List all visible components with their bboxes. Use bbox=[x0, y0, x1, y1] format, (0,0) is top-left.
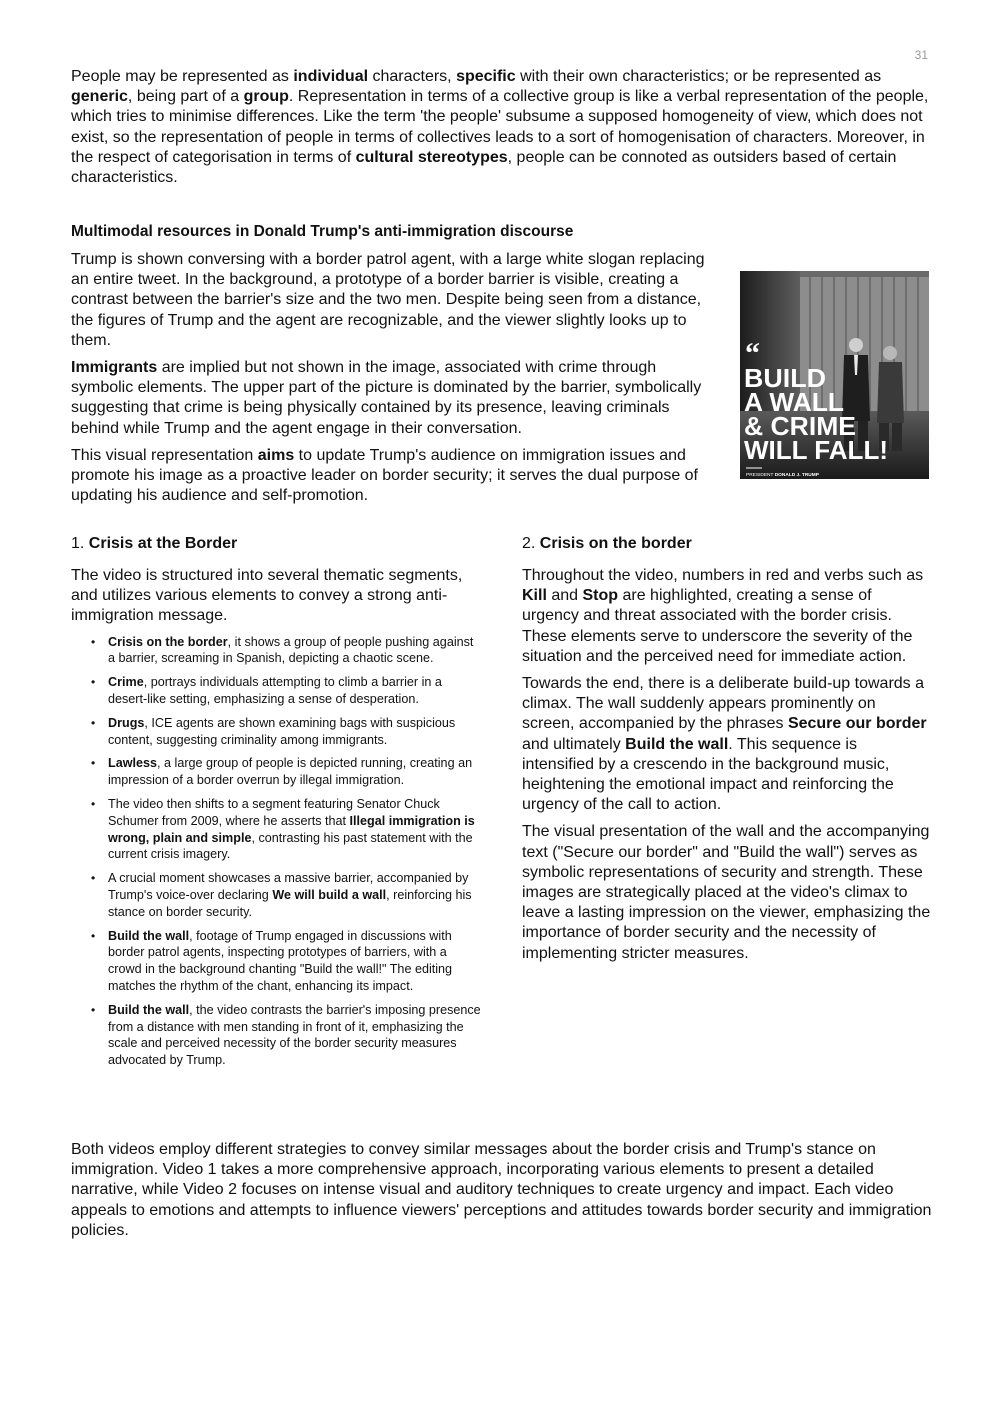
video-2-paragraph-1: Throughout the video, numbers in red and verbs such as Kill and Stop are highlighted, creating a sense of urgency and threat associated with the border crisis. These elements serve to underscore the severity of the situation and the perceived need for immediate action. bbox=[522, 567, 924, 665]
poster-slogan-line-1: BUILD bbox=[744, 363, 826, 393]
build-a-wall-poster-image bbox=[740, 271, 929, 479]
page-number: 31 bbox=[914, 48, 928, 62]
section-body bbox=[71, 250, 721, 513]
section-paragraph-3: This visual representation aims to update Trump's audience on immigration issues and promote his image as a proactive leader on border security; it serves the dual purpose of updating his audience and self-promotion. bbox=[71, 446, 698, 505]
section-paragraph-2: Immigrants are implied but not shown in the image, associated with crime through symbolic elements. The upper part of the picture is dominated by the barrier, symbolically suggesting that crime is being physically contained by its presence, leaving criminals behind while Trump and the agent engage in their conversation. bbox=[71, 359, 702, 437]
video-1-intro: The video is structured into several thematic segments, and utilizes various elements to convey a strong anti-immigration message. bbox=[71, 567, 463, 625]
conclusion-paragraph: Both videos employ different strategies to convey similar messages about the border crisis and Trump's stance on immigration. Video 1 takes a more comprehensive approach, incorporating various elements to present a detailed narrative, while Video 2 focuses on intense visual and auditory techniques to create urgency and impact. Each video appeals to emotions and attempts to influence viewers' perceptions and attitudes towards border security and immigration policies. bbox=[71, 1141, 932, 1239]
section-heading: Multimodal resources in Donald Trump's anti-immigration discourse bbox=[71, 223, 574, 240]
list-item: • The video then shifts to a segment featuring Senator Chuck Schumer from 2009, where he asserts that Illegal immigration is wrong, plain and simple, contrasting his past statement with the current crisis imagery. bbox=[108, 796, 481, 863]
video-1-column bbox=[71, 534, 481, 1076]
video-2-paragraph-3: The visual presentation of the wall and the accompanying text ("Secure our border" and "Build the wall") serves as symbolic representations of security and strength. These images are strategically placed at the video's climax to leave a lasting impression on the viewer, emphasizing the importance of border security and the necessity of implementing stricter measures. bbox=[522, 823, 931, 962]
video-2-heading: 2. Crisis on the border bbox=[522, 535, 692, 552]
poster-signature: PRESIDENT DONALD J. TRUMP bbox=[746, 473, 819, 478]
intro-paragraph: People may be represented as individual characters, specific with their own characteristics; or be represented as generic, being part of a group. Representation in terms of a collective group is like a verbal representation of the people, which tries to minimise differences. Like the term 'the people' subsume a supposed homogeneity of view, which does not exist, so the representation of people in terms of collectives leads to a sort of homogenisation of characters. Moreover, in the respect of categorisation in terms of cultural stereotypes, people can be connoted as outsiders based of certain characteristics. bbox=[71, 68, 929, 187]
poster-slogan-line-2: A WALL bbox=[744, 387, 845, 417]
section-paragraph-1: Trump is shown conversing with a border patrol agent, with a large white slogan replacing an entire tweet. In the background, a prototype of a border barrier is visible, creating a contrast between the barrier's size and the two men. Despite being seen from a distance, the figures of Trump and the agent are recognizable, and the viewer slightly looks up to them. bbox=[71, 251, 705, 349]
poster-illustration bbox=[740, 271, 929, 479]
video-1-heading: 1. Crisis at the Border bbox=[71, 535, 238, 552]
poster-quote-mark: “ bbox=[745, 337, 760, 370]
list-item: • Crime, portrays individuals attempting to climb a barrier in a desert-like setting, emphasizing a sense of desperation. bbox=[108, 674, 481, 708]
list-item: • Crisis on the border, it shows a group of people pushing against a barrier, screaming in Spanish, depicting a chaotic scene. bbox=[108, 634, 481, 668]
list-item: • Build the wall, the video contrasts the barrier's imposing presence from a distance with men standing in front of it, emphasizing the scale and perceived necessity of the border security measures advocated by Trump. bbox=[108, 1002, 481, 1069]
video-1-segment-list bbox=[71, 634, 481, 1069]
list-item: • Lawless, a large group of people is depicted running, creating an impression of a border overrun by illegal immigration. bbox=[108, 755, 481, 789]
list-item: • Drugs, ICE agents are shown examining bags with suspicious content, suggesting criminality among immigrants. bbox=[108, 715, 481, 749]
poster-slogan-line-4: WILL FALL! bbox=[744, 435, 888, 465]
list-item: • A crucial moment showcases a massive barrier, accompanied by Trump's voice-over declaring We will build a wall, reinforcing his stance on border security. bbox=[108, 870, 481, 920]
poster-slogan-line-3: & CRIME bbox=[744, 411, 856, 441]
video-2-column bbox=[522, 534, 932, 971]
list-item: • Build the wall, footage of Trump engaged in discussions with border patrol agents, inspecting prototypes of barriers, with a crowd in the background chanting "Build the wall!" The editing matches the rhythm of the chant, enhancing its impact. bbox=[108, 928, 481, 995]
video-2-paragraph-2: Towards the end, there is a deliberate build-up towards a climax. The wall suddenly appears prominently on screen, accompanied by the phrases Secure our border and ultimately Build the wall. This sequence is intensified by a crescendo in the background music, heightening the emotional impact and reinforcing the urgency of the call to action. bbox=[522, 675, 927, 814]
